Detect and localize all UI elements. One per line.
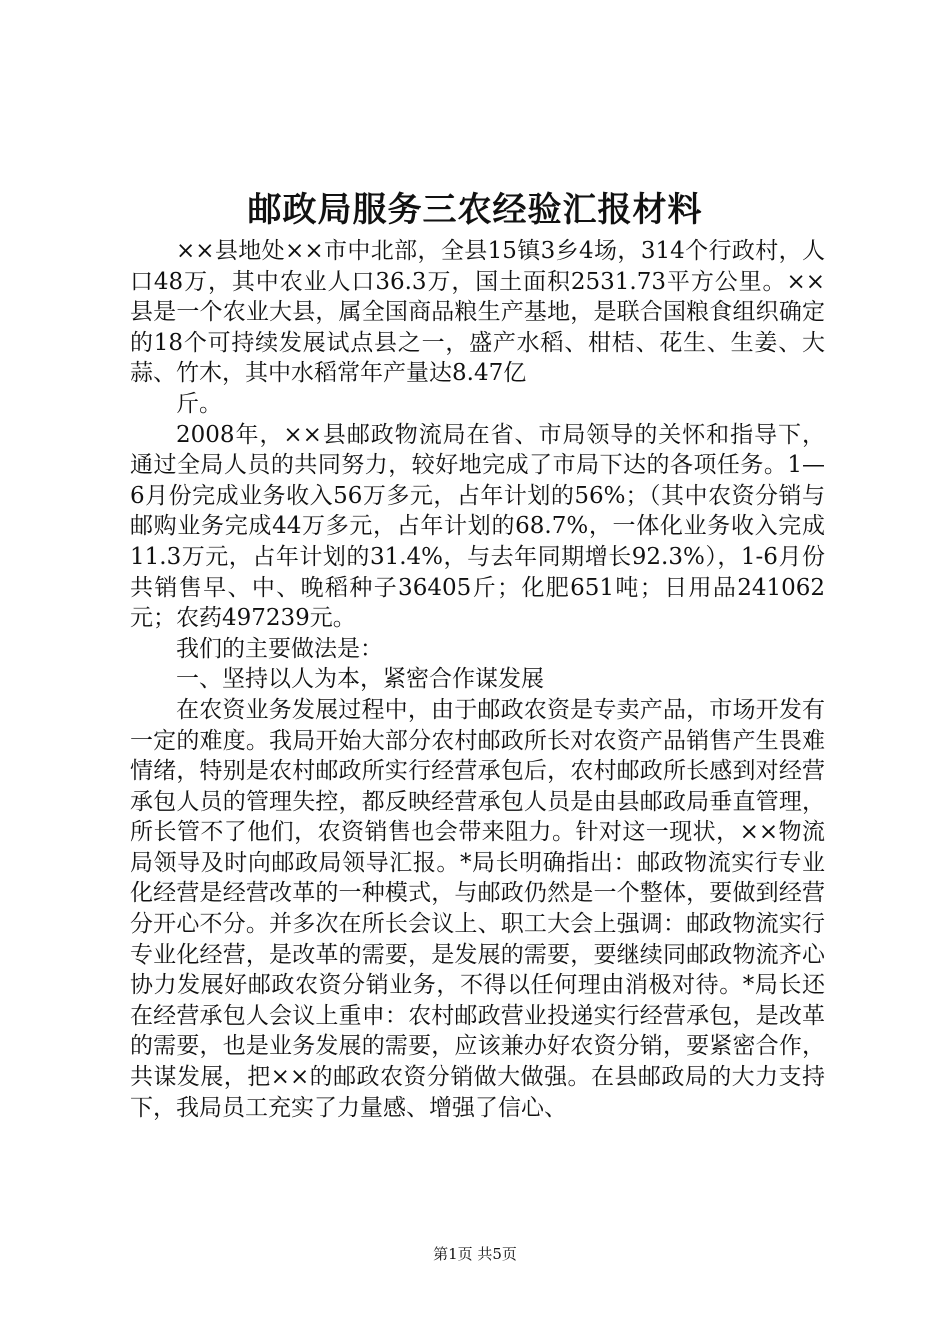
section-heading-1: 一、坚持以人为本，紧密合作谋发展	[176, 666, 544, 693]
paragraph-county-overview-tail: 斤。	[176, 390, 222, 417]
page-footer: 第1页 共5页	[433, 1245, 517, 1263]
document-title: 邮政局服务三农经验汇报材料	[247, 190, 703, 230]
paragraph-county-overview: ××县地处××市中北部，全县15镇3乡4场，314个行政村，人口48万，其中农业人口36.3万，国土面积2531.73平方公里。××县是一个农业大县，属全国商品粮生产基地，是联合国粮食组织确定的18个可持续发展试点县之一，盛产水稻、柑桔、花生、生姜、大蒜、竹木，其中水稻常年产量达8.47亿	[130, 238, 825, 387]
paragraph-main-methods-intro: 我们的主要做法是：	[176, 635, 383, 662]
paragraph-section-1-body: 在农资业务发展过程中，由于邮政农资是专卖产品，市场开发有一定的难度。我局开始大部分农村邮政所长对农资产品销售产生畏难情绪，特别是农村邮政所实行经营承包后，农村邮政所长感到对经营承包人员的管理失控，都反映经营承包人员是由县邮政局垂直管理，所长管不了他们，农资销售也会带来阻力。针对这一现状，××物流局领导及时向邮政局领导汇报。*局长明确指出：邮政物流实行专业化经营是经营改革的一种模式，与邮政仍然是一个整体，要做到经营分开心不分。并多次在所长会议上、职工大会上强调：邮政物流实行专业化经营，是改革的需要，是发展的需要，要继续同邮政物流齐心协力发展好邮政农资分销业务，不得以任何理由消极对待。*局长还在经营承包人会议上重申：农村邮政营业投递实行经营承包，是改革的需要，也是业务发展的需要，应该兼办好农资分销，要紧密合作，共谋发展，把××的邮政农资分销做大做强。在县邮政局的大力支持下，我局员工充实了力量感、增强了信心、	[130, 696, 825, 1121]
paragraph-2008-results: 2008年，××县邮政物流局在省、市局领导的关怀和指导下，通过全局人员的共同努力，较好地完成了市局下达的各项任务。1—6月份完成业务收入56万多元，占年计划的56%；（其中农资分销与邮购业务完成44万多元，占年计划的68.7%，一体化业务收入完成11.3万元，占年计划的31.4%，与去年同期增长92.3%），1-6月份共销售早、中、晚稻种子36405斤；化肥651吨；日用品241062元；农药497239元。	[130, 421, 825, 632]
document-body	[130, 236, 825, 1123]
